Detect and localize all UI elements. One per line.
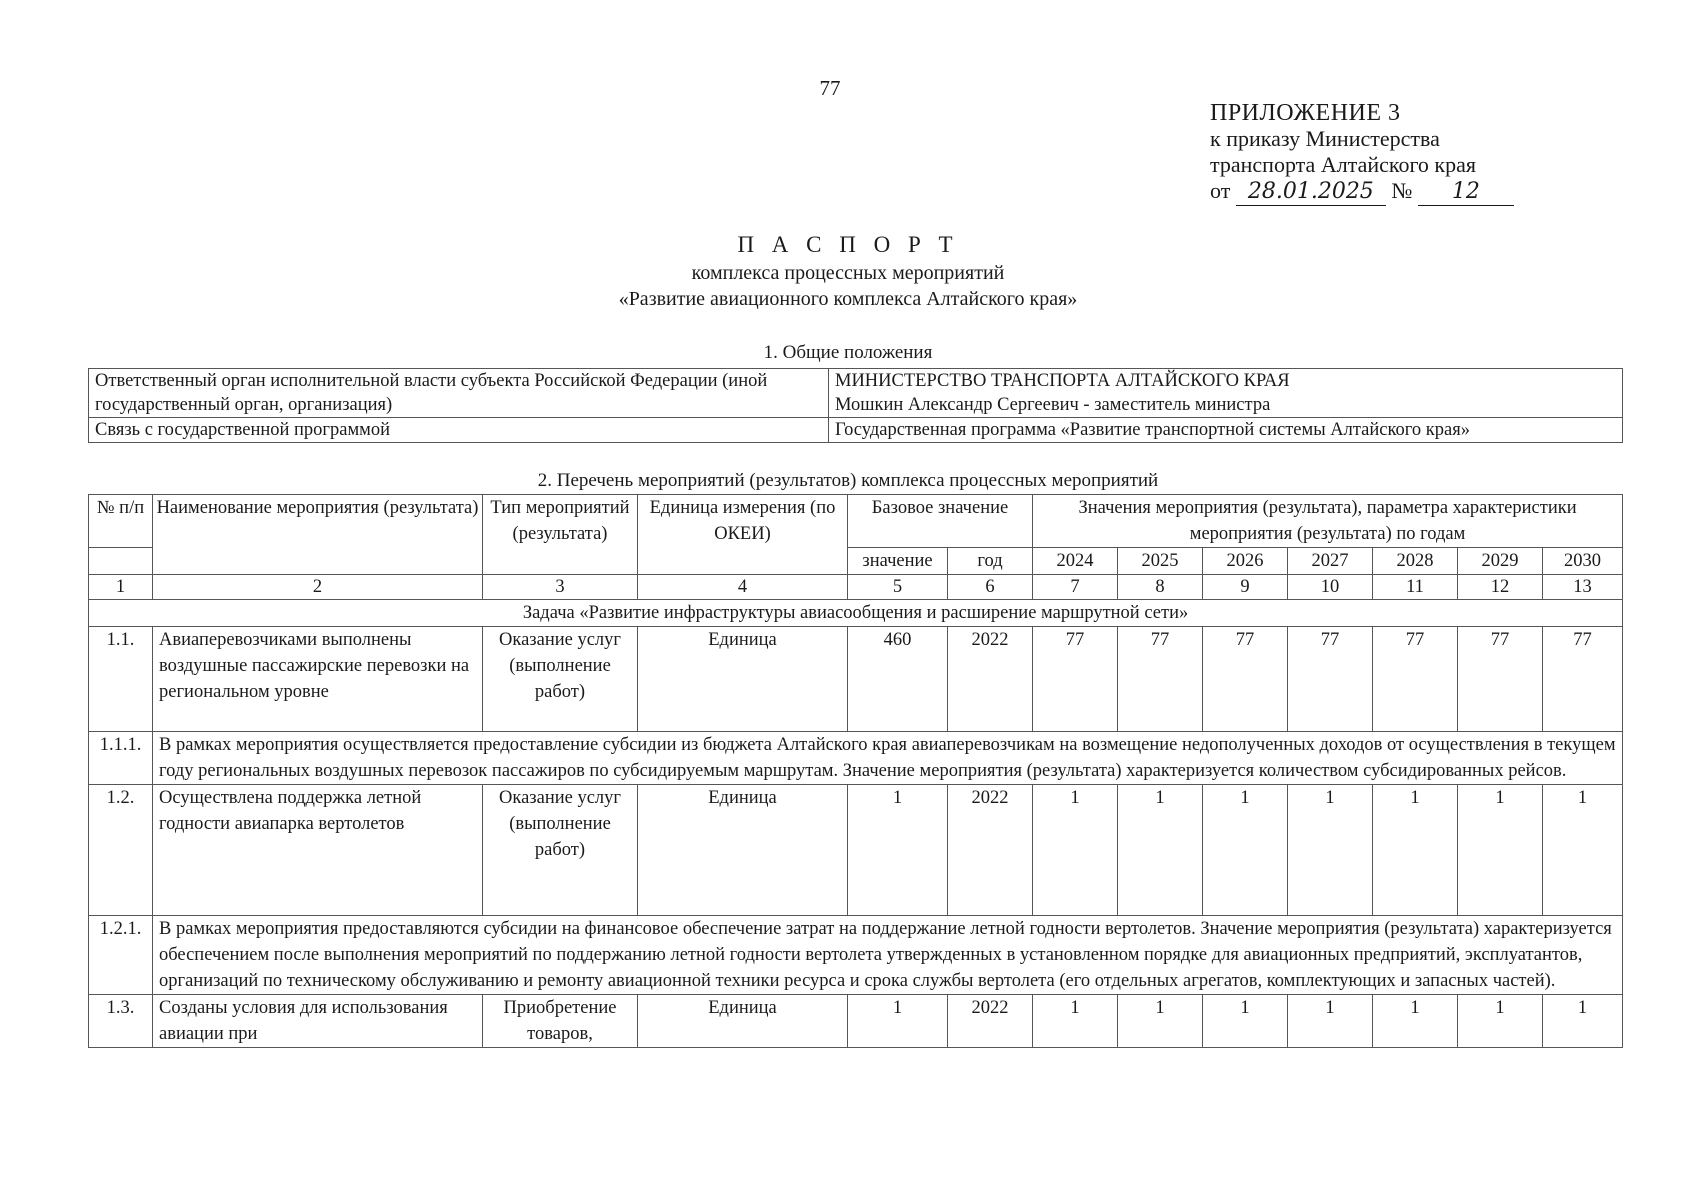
value-2028: 77 [1373,627,1458,732]
table-row [89,732,1623,785]
base-year: 2022 [948,627,1033,732]
passport-title: П А С П О Р Т [737,232,959,257]
from-label: от [1210,178,1231,203]
value-2029: 77 [1458,627,1543,732]
header-base: Базовое значение [848,495,1033,548]
value-2027: 1 [1288,995,1373,1048]
column-number: 3 [483,575,638,600]
handwritten-number: 12 [1418,179,1514,206]
passport-subtitle-1: комплекса процессных мероприятий [691,262,1005,284]
value-2025: 1 [1118,785,1203,916]
header-no-spacer [89,548,153,575]
responsible-body-label: Ответственный орган исполнительной власти субъекта Российской Федерации (иной государственный орган, организация) [89,369,829,418]
program-link-label: Связь с государственной программой [89,418,829,443]
column-number: 10 [1288,575,1373,600]
value-2027: 1 [1288,785,1373,916]
column-number: 4 [638,575,848,600]
value-2024: 1 [1033,785,1118,916]
passport-subtitle-2: «Развитие авиационного комплекса Алтайского края» [618,288,1078,310]
row-number: 1.1. [89,627,153,732]
column-numbers-row [89,575,1623,600]
header-year-2029: 2029 [1458,548,1543,575]
value-2028: 1 [1373,995,1458,1048]
responsible-body-value [829,369,1623,418]
table-row [89,418,1623,443]
measures-table [88,494,1623,1048]
header-year-2026: 2026 [1203,548,1288,575]
section-1-title: 1. Общие положения [763,342,933,363]
base-value: 460 [848,627,948,732]
appendix-line-2: транспорта Алтайского края [1210,152,1476,177]
measure-unit: Единица [638,785,848,916]
handwritten-date: 28.01.2025 [1236,179,1386,206]
measure-type: Приобретение товаров, [483,995,638,1048]
appendix-block [1210,100,1630,206]
value-2030: 1 [1543,995,1623,1048]
measure-type: Оказание услуг (выполнение работ) [483,627,638,732]
base-value: 1 [848,785,948,916]
value-2026: 77 [1203,627,1288,732]
table-row [89,627,1623,732]
table-row [89,995,1623,1048]
value-2027: 77 [1288,627,1373,732]
value-2026: 1 [1203,995,1288,1048]
value-2030: 1 [1543,785,1623,916]
header-year-2028: 2028 [1373,548,1458,575]
measure-name: Созданы условия для использования авиации при [153,995,483,1048]
page-number: 77 [819,76,841,100]
base-year: 2022 [948,995,1033,1048]
base-year: 2022 [948,785,1033,916]
value-2028: 1 [1373,785,1458,916]
value-2026: 1 [1203,785,1288,916]
table-row [89,369,1623,418]
base-value: 1 [848,995,948,1048]
header-no: № п/п [89,495,153,548]
number-label: № [1391,178,1413,203]
header-base-value: значение [848,548,948,575]
ministry-name: МИНИСТЕРСТВО ТРАНСПОРТА АЛТАЙСКОГО КРАЯ [835,371,1290,391]
column-number: 11 [1373,575,1458,600]
column-number: 13 [1543,575,1623,600]
value-2030: 77 [1543,627,1623,732]
header-base-year: год [948,548,1033,575]
section-2-title: 2. Перечень мероприятий (результатов) комплекса процессных мероприятий [537,470,1159,491]
program-link-value: Государственная программа «Развитие транспортной системы Алтайского края» [829,418,1623,443]
header-year-2027: 2027 [1288,548,1373,575]
header-year-2030: 2030 [1543,548,1623,575]
row-number: 1.2. [89,785,153,916]
responsible-person: Мошкин Александр Сергеевич - заместитель министра [835,395,1271,415]
row-number: 1.2.1. [89,916,153,995]
measure-name: Осуществлена поддержка летной годности авиапарка вертолетов [153,785,483,916]
value-2029: 1 [1458,785,1543,916]
value-2024: 1 [1033,995,1118,1048]
task-title: Задача «Развитие инфраструктуры авиасообщения и расширение маршрутной сети» [89,600,1623,627]
column-number: 12 [1458,575,1543,600]
column-number: 5 [848,575,948,600]
header-type: Тип мероприятий (результата) [483,495,638,575]
header-year-2025: 2025 [1118,548,1203,575]
appendix-line-1: к приказу Министерства [1210,126,1440,151]
appendix-title: ПРИЛОЖЕНИЕ 3 [1210,100,1401,126]
value-2029: 1 [1458,995,1543,1048]
value-2025: 77 [1118,627,1203,732]
measure-unit: Единица [638,627,848,732]
header-year-2024: 2024 [1033,548,1118,575]
table-row [89,785,1623,916]
column-number: 7 [1033,575,1118,600]
row-number: 1.3. [89,995,153,1048]
general-provisions-table [88,368,1623,443]
column-number: 9 [1203,575,1288,600]
column-number: 2 [153,575,483,600]
measure-name: Авиаперевозчиками выполнены воздушные пассажирские перевозки на региональном уровне [153,627,483,732]
header-unit: Единица измерения (по ОКЕИ) [638,495,848,575]
measure-unit: Единица [638,995,848,1048]
header-values: Значения мероприятия (результата), параметра характеристики мероприятия (результата) по годам [1033,495,1623,548]
measure-description: В рамках мероприятия предоставляются субсидии на финансовое обеспечение затрат на поддержание летной годности вертолетов. Значение мероприятия (результата) характеризуется обеспечением после выполнения мероприятий по поддержанию летной годности вертолета утвержденных в установленном порядке для авиационных предприятий, эксплуатантов, организаций по техническому обслуживанию и ремонту авиационной техники ресурса и срока службы вертолета (его отдельных агрегатов, комплектующих и запасных частей). [153,916,1623,995]
row-number: 1.1.1. [89,732,153,785]
appendix-date-line [1210,178,1630,206]
column-number: 1 [89,575,153,600]
measure-type: Оказание услуг (выполнение работ) [483,785,638,916]
value-2025: 1 [1118,995,1203,1048]
header-name: Наименование мероприятия (результата) [153,495,483,575]
column-number: 6 [948,575,1033,600]
value-2024: 77 [1033,627,1118,732]
measure-description: В рамках мероприятия осуществляется предоставление субсидии из бюджета Алтайского края авиаперевозчикам на возмещение недополученных доходов от осуществления в текущем году региональных воздушных перевозок пассажиров по субсидируемым маршрутам. Значение мероприятия (результата) характеризуется количеством субсидированных рейсов. [153,732,1623,785]
table-row [89,916,1623,995]
column-number: 8 [1118,575,1203,600]
task-row [89,600,1623,627]
